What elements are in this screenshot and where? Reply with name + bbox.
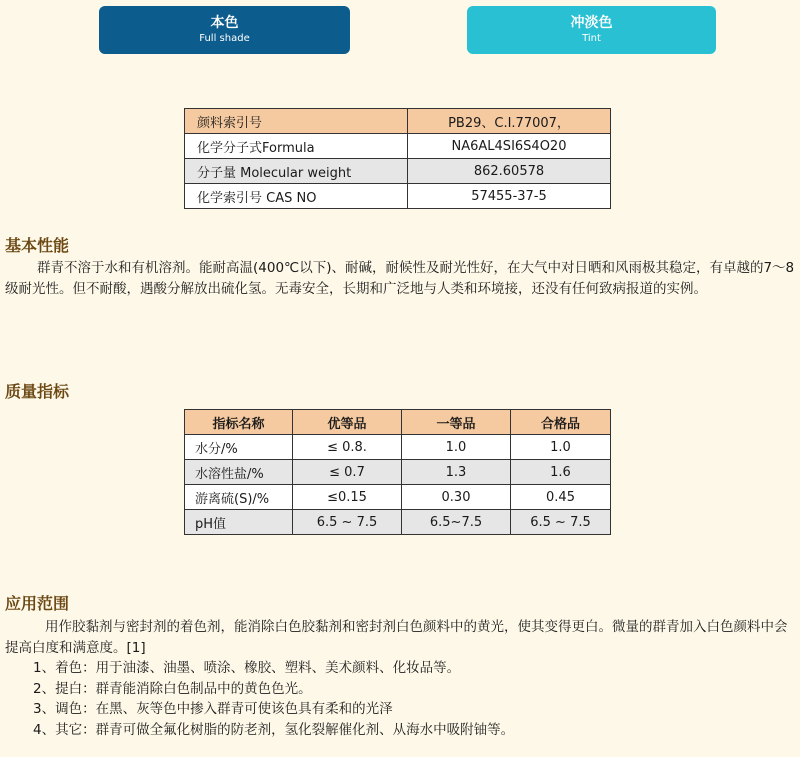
table-cell: 0.30 (402, 485, 511, 510)
table-cell: 6.5~7.5 (402, 510, 511, 535)
table-cell: 1.6 (511, 460, 611, 485)
table-cell: 1.3 (402, 460, 511, 485)
quality-table (184, 409, 611, 535)
tint-swatch (467, 6, 716, 54)
table-row (185, 510, 611, 535)
table-cell: 0.45 (511, 485, 611, 510)
tint-title: 冲淡色 (570, 15, 613, 31)
full-shade-subtitle: Full shade (199, 33, 250, 44)
table-cell: ≤ 0.8. (293, 435, 402, 460)
info-value: 57455-37-5 (408, 184, 611, 209)
column-header: 优等品 (293, 410, 402, 435)
info-label: 化学分子式Formula (185, 134, 408, 159)
list-item: 1、着色：用于油漆、油墨、喷涂、橡胶、塑料、美术颜料、化妆品等。 (33, 660, 461, 676)
table-cell: 6.5 ~ 7.5 (511, 510, 611, 535)
list-item: 3、调色：在黑、灰等色中掺入群青可使该色具有柔和的光泽 (33, 701, 393, 717)
quality-heading: 质量指标 (5, 382, 70, 401)
table-cell: 1.0 (511, 435, 611, 460)
basic-properties-text: 群青不溶于水和有机溶剂。能耐高温(400℃以下)、耐碱，耐候性及耐光性好，在大气中对日晒和风雨极其稳定，有卓越的7～8级耐光性。但不耐酸，遇酸分解放出硫化氢。无毒安全，长期和广泛地与人类和环境接，还没有任何致病报道的实例。 (5, 260, 795, 297)
table-cell: ≤ 0.7 (293, 460, 402, 485)
table-row (185, 109, 611, 134)
table-row (185, 159, 611, 184)
table-row (185, 435, 611, 460)
tint-subtitle: Tint (582, 33, 601, 44)
table-cell: 游离硫(S)/% (185, 485, 293, 510)
table-row (185, 134, 611, 159)
basic-properties-heading: 基本性能 (5, 236, 70, 255)
table-cell: 水分/% (185, 435, 293, 460)
table-header-row (185, 410, 611, 435)
table-row (185, 460, 611, 485)
info-label: 颜料索引号 (185, 109, 408, 134)
full-shade-title: 本色 (210, 15, 239, 31)
column-header: 合格品 (511, 410, 611, 435)
table-cell: pH值 (185, 510, 293, 535)
column-header: 一等品 (402, 410, 511, 435)
list-item: 2、提白：群青能消除白色制品中的黄色色光。 (33, 680, 312, 697)
info-value: NA6AL4SI6S4O20 (408, 134, 611, 159)
pigment-info-table (184, 108, 611, 209)
column-header: 指标名称 (185, 410, 293, 435)
info-value: PB29、C.I.77007， (408, 109, 611, 134)
table-cell: 1.0 (402, 435, 511, 460)
info-value: 862.60578 (408, 159, 611, 184)
full-shade-swatch (99, 6, 350, 54)
table-cell: 水溶性盐/% (185, 460, 293, 485)
application-heading: 应用范围 (5, 594, 70, 613)
info-label: 化学索引号 CAS NO (185, 184, 408, 209)
table-row (185, 184, 611, 209)
list-item: 4、其它：群青可做全氟化树脂的防老剂，氢化裂解催化剂、从海水中吸附铀等。 (33, 721, 515, 738)
application-intro: 用作胶黏剂与密封剂的着色剂，能消除白色胶黏剂和密封剂白色颜料中的黄光，使其变得更白。微量的群青加入白色颜料中会提高白度和满意度。[1] (5, 619, 788, 656)
info-label: 分子量 Molecular weight (185, 159, 408, 184)
table-cell: ≤0.15 (293, 485, 402, 510)
table-cell: 6.5 ~ 7.5 (293, 510, 402, 535)
table-row (185, 485, 611, 510)
application-list (33, 658, 514, 740)
